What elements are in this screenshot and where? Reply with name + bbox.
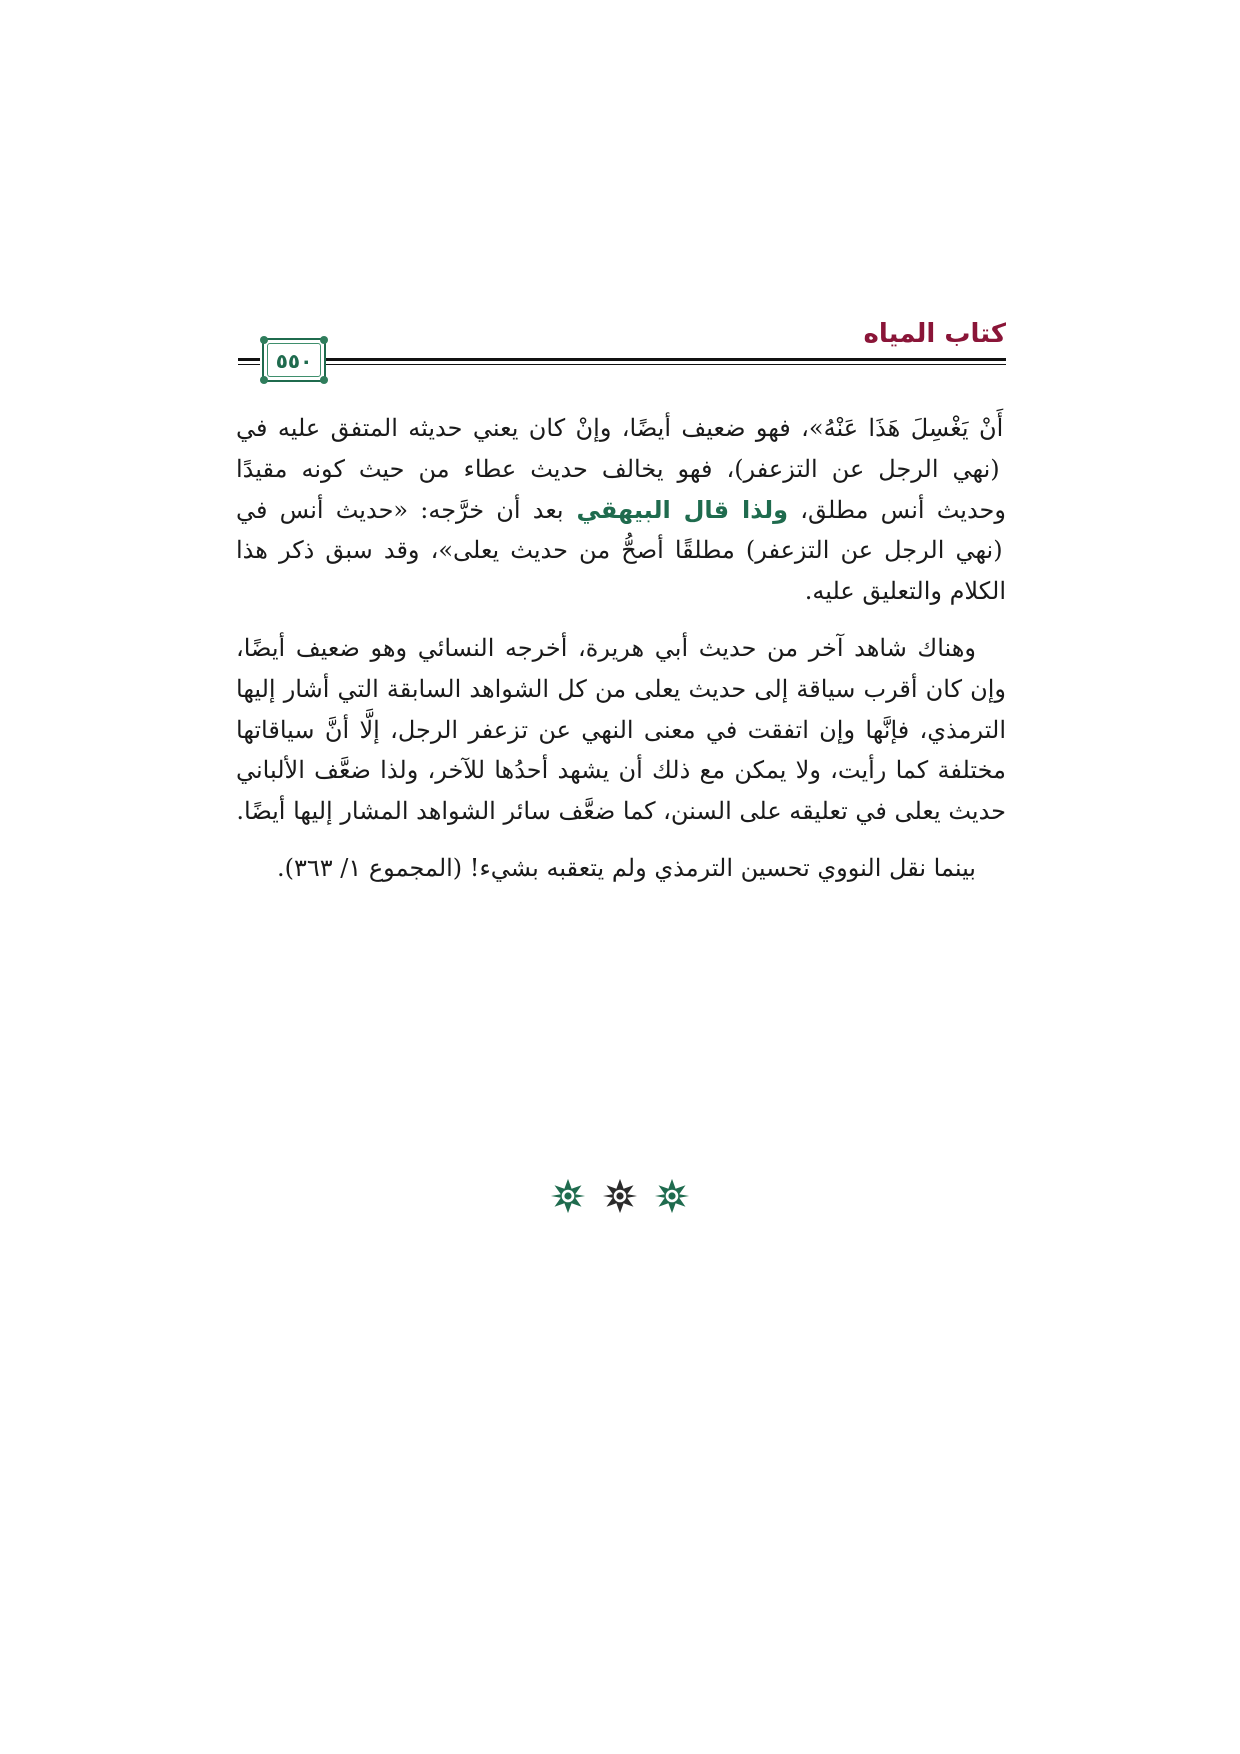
text-line: الكلام والتعليق عليه. [804,577,1006,606]
star-ornament-icon [654,1178,690,1214]
text-line: ٣٦٣). [276,853,333,882]
paragraph-2 [236,628,1006,832]
text-line: أنَّ سياقاتها مختلفة كما رأيت، ولا يمكن مع ذلك أن يشهد أحدُها للآخر، [236,715,1006,785]
section-end-ornaments [0,1178,1240,1214]
paragraph-1 [236,408,1006,612]
text-line: أَنْ يَغْسِلَ هَذَا عَنْهُ»، فهو ضعيف أيضًا، وإنْ كان يعني حديثه المتفق عليه في [236,414,1004,442]
book-title: كتاب المياه [863,319,1006,349]
text-line: أيضًا، وإن كان أقرب سياقة إلى حديث يعلى من كل الشواهد السابقة التي [236,633,1007,703]
star-ornament-icon [550,1178,586,1214]
badge-corner-ornament-icon [260,376,268,384]
text-line: بعد أن خرَّجه: «حديث أنس في (نهي [236,495,1003,565]
text-line: الشواهد المشار إليها أيضًا. [236,797,496,826]
text-line: وحديث أنس مطلق، [788,495,1006,524]
header-rule-thick [294,358,1006,361]
emphasized-phrase: ولذا قال البيهقي [563,495,789,524]
text-line: أشار إليها الترمذي، فإنَّها وإن اتفقت في معنى النهي عن تزعفر الرجل، إلَّا [236,674,1006,744]
page-number: ٥٥٠ [275,349,313,373]
text-line: وهناك شاهد آخر من حديث أبي هريرة، أخرجه النسائي وهو ضعيف [285,633,976,662]
header-rule-tail-thick [238,358,260,361]
page-content [236,408,1006,905]
paragraph-3 [236,848,1006,889]
star-ornament-icon [602,1178,638,1214]
header-rule-tail-thin [238,364,260,365]
badge-corner-ornament-icon [260,336,268,344]
text-line: الرجل عن التزعفر) مطلقًا أصحُّ من حديث يعلى»، وقد سبق ذكر هذا [236,536,945,565]
badge-corner-ornament-icon [320,336,328,344]
text-line: (نهي الرجل عن التزعفر)، فهو يخالف حديث عطاء من حيث كونه مقيدًا [236,454,1000,483]
page-header [238,318,1006,398]
text-line: ولذا ضعَّف الألباني حديث يعلى في تعليقه على السنن، كما ضعَّف سائر [236,756,1006,826]
header-rule-thin [294,364,1006,365]
text-line: بينما نقل النووي تحسين الترمذي ولم يتعقبه بشيء! (المجموع ١/ [332,853,976,882]
page-number-badge [262,338,326,382]
badge-corner-ornament-icon [320,376,328,384]
